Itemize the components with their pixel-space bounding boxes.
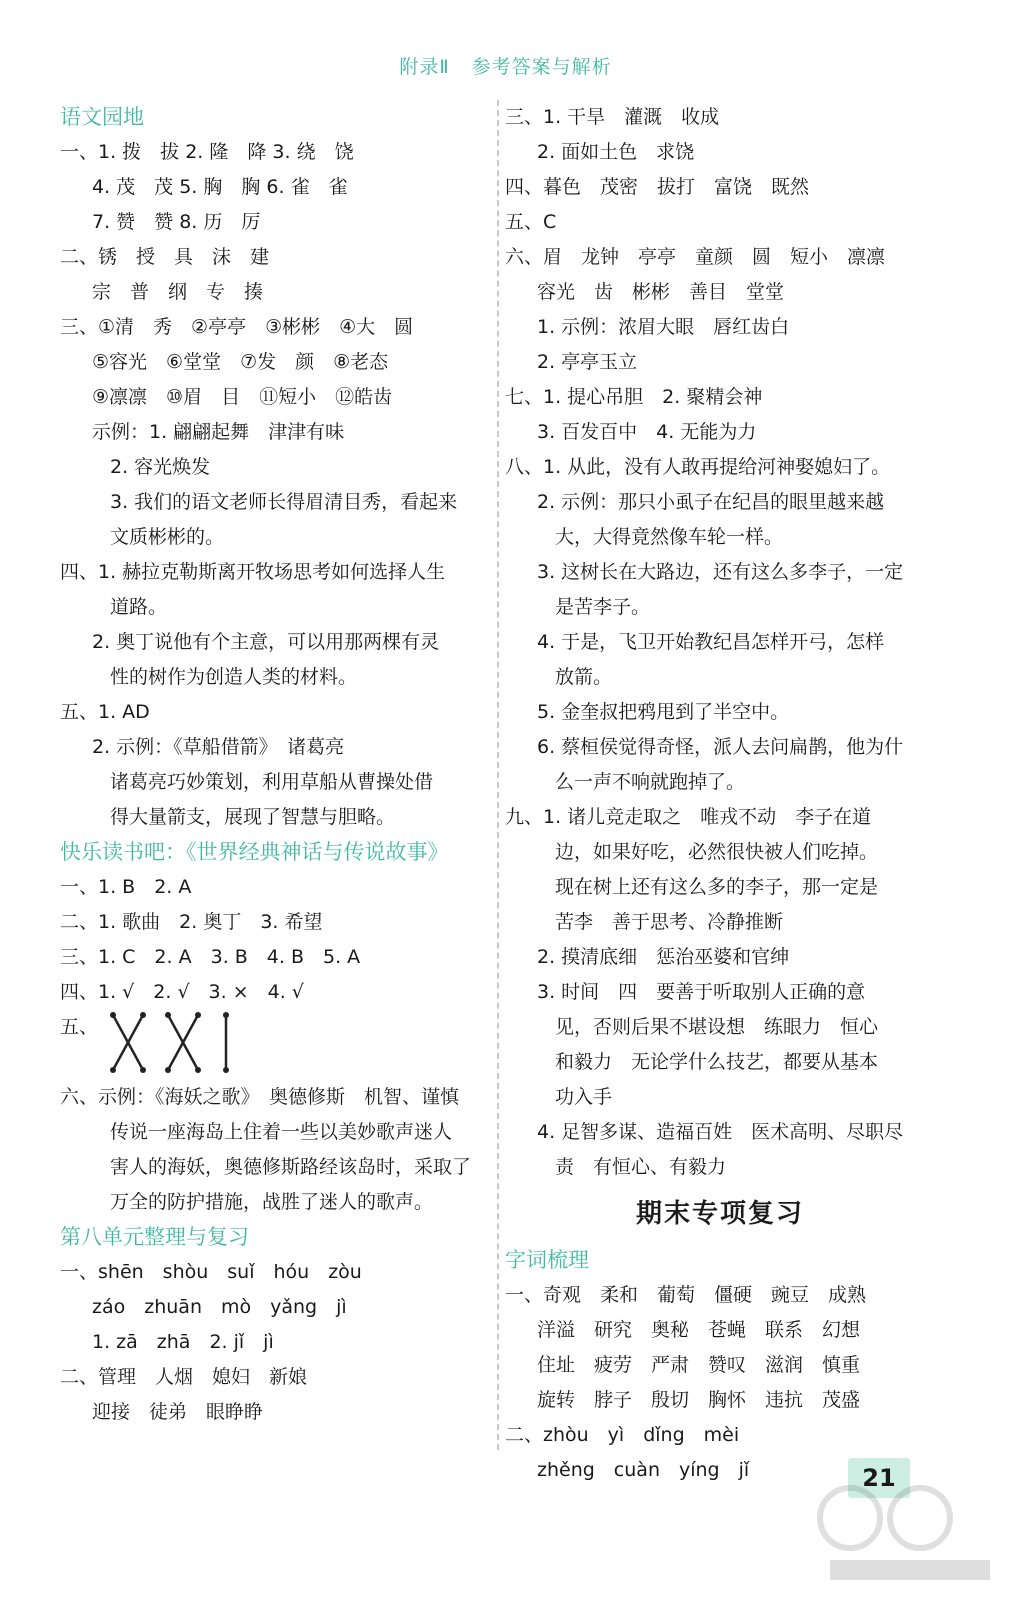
answer-line bbox=[505, 310, 935, 345]
line-text: 六、示例：《海妖之歌》 奥德修斯 机智、谨慎 bbox=[60, 1086, 460, 1108]
matching-dot bbox=[195, 1067, 201, 1073]
line-text: 放箭。 bbox=[555, 666, 613, 688]
line-text: záo zhuān mò yǎng jì bbox=[92, 1296, 347, 1318]
answer-line bbox=[505, 240, 935, 275]
answer-line bbox=[60, 205, 480, 240]
line-text: 二、锈 授 具 沫 建 bbox=[60, 246, 270, 268]
line-text: 3. 这树长在大路边，还有这么多李子，一定 bbox=[537, 561, 904, 583]
section-heading bbox=[60, 1220, 480, 1255]
answer-line bbox=[505, 135, 935, 170]
answer-line bbox=[505, 730, 935, 765]
line-text: 功入手 bbox=[555, 1086, 613, 1108]
line-text: ⑨凛凛 ⑩眉 目 ⑪短小 ⑫皓齿 bbox=[92, 386, 393, 408]
line-text: 是苦李子。 bbox=[555, 596, 651, 618]
line-text: zhěng cuàn yíng jǐ bbox=[537, 1459, 750, 1481]
answer-line bbox=[505, 100, 935, 135]
line-text: 迎接 徒弟 眼睁睁 bbox=[92, 1401, 264, 1423]
line-text: 2. 奥丁说他有个主意，可以用那两棵有灵 bbox=[92, 631, 440, 653]
line-text: 四、1. √ 2. √ 3. × 4. √ bbox=[60, 981, 304, 1003]
line-text: 传说一座海岛上住着一些以美妙歌声迷人 bbox=[110, 1121, 453, 1143]
line-text: 七、1. 提心吊胆 2. 聚精会神 bbox=[505, 386, 763, 408]
section-heading bbox=[60, 100, 480, 135]
answer-line bbox=[60, 345, 480, 380]
line-text: 边，如果好吃，必然很快被人们吃掉。 bbox=[555, 841, 879, 863]
answer-line bbox=[60, 1360, 480, 1395]
line-text: 得大量箭支，展现了智慧与胆略。 bbox=[110, 806, 396, 828]
right-column bbox=[505, 100, 935, 1488]
answer-line bbox=[60, 135, 480, 170]
line-text: 5. 金奎叔把鸦甩到了半空中。 bbox=[537, 701, 790, 723]
answer-line bbox=[60, 1325, 480, 1360]
line-text: 四、1. 赫拉克勒斯离开牧场思考如何选择人生 bbox=[60, 561, 446, 583]
answer-line bbox=[60, 415, 480, 450]
answer-line bbox=[505, 940, 935, 975]
line-text: 旋转 脖子 殷切 胸怀 违抗 茂盛 bbox=[537, 1389, 861, 1411]
line-text: 6. 蔡桓侯觉得奇怪，派人去问扁鹊，他为什 bbox=[537, 736, 904, 758]
line-text: 三、1. 干旱 灌溉 收成 bbox=[505, 106, 720, 128]
line-text: 住址 疲劳 严肃 赞叹 滋润 慎重 bbox=[537, 1354, 861, 1376]
line-text: 六、眉 龙钟 亭亭 童颜 圆 短小 凛凛 bbox=[505, 246, 886, 268]
answer-line bbox=[60, 1185, 480, 1220]
line-text: 么一声不响就跑掉了。 bbox=[555, 771, 746, 793]
matching-dot bbox=[140, 1012, 146, 1018]
line-text: 道路。 bbox=[110, 596, 168, 618]
line-text: 2. 容光焕发 bbox=[110, 456, 211, 478]
line-text: 3. 时间 四 要善于听取别人正确的意 bbox=[537, 981, 866, 1003]
answer-line bbox=[60, 170, 480, 205]
section-heading bbox=[505, 1243, 935, 1278]
line-text: 八、1. 从此，没有人敢再提给河神娶媳妇了。 bbox=[505, 456, 891, 478]
answer-line bbox=[505, 555, 935, 590]
answer-line bbox=[505, 905, 935, 940]
matching-lines-figure bbox=[108, 1010, 248, 1076]
line-text: 一、shēn shòu suǐ hóu zòu bbox=[60, 1261, 362, 1283]
answer-line bbox=[505, 1080, 935, 1115]
answer-line bbox=[505, 275, 935, 310]
answer-line bbox=[60, 940, 480, 975]
line-text: 3. 百发百中 4. 无能为力 bbox=[537, 421, 757, 443]
line-text: 现在树上还有这么多的李子，那一定是 bbox=[555, 876, 879, 898]
answer-line bbox=[505, 1418, 935, 1453]
answer-line bbox=[505, 415, 935, 450]
answer-line bbox=[60, 1010, 480, 1080]
line-text: 1. 示例：浓眉大眼 唇红齿白 bbox=[537, 316, 790, 338]
line-text: 三、1. C 2. A 3. B 4. B 5. A bbox=[60, 946, 361, 968]
line-text: 一、1. B 2. A bbox=[60, 876, 192, 898]
answer-line bbox=[60, 625, 480, 660]
answer-line bbox=[60, 730, 480, 765]
answer-line bbox=[505, 1313, 935, 1348]
line-text: 容光 齿 彬彬 善目 堂堂 bbox=[537, 281, 785, 303]
answer-line bbox=[505, 590, 935, 625]
answer-line bbox=[60, 240, 480, 275]
line-text: 一、1. 拨 拔 2. 隆 降 3. 绕 饶 bbox=[60, 141, 354, 163]
line-text: 字词梳理 bbox=[505, 1248, 589, 1272]
answer-line bbox=[60, 800, 480, 835]
line-text: 洋溢 研究 奥秘 苍蝇 联系 幻想 bbox=[537, 1319, 861, 1341]
answer-line bbox=[505, 485, 935, 520]
answer-line bbox=[505, 520, 935, 555]
answer-line bbox=[60, 975, 480, 1010]
line-text: 语文园地 bbox=[60, 105, 144, 129]
line-text: 五、 bbox=[60, 1016, 99, 1038]
matching-dot bbox=[110, 1067, 116, 1073]
line-text: 责 有恒心、有毅力 bbox=[555, 1156, 727, 1178]
line-text: 四、暮色 茂密 拔打 富饶 既然 bbox=[505, 176, 810, 198]
answer-line bbox=[60, 1395, 480, 1430]
answer-line bbox=[505, 1278, 935, 1313]
answer-line bbox=[60, 905, 480, 940]
line-text: 期末专项复习 bbox=[635, 1199, 804, 1229]
answer-line bbox=[60, 450, 480, 485]
answer-line bbox=[60, 1115, 480, 1150]
answer-line bbox=[505, 345, 935, 380]
line-text: 大，大得竟然像车轮一样。 bbox=[555, 526, 784, 548]
answer-line bbox=[505, 765, 935, 800]
page-header bbox=[0, 52, 1011, 79]
section-title bbox=[505, 1185, 935, 1243]
answer-line bbox=[505, 450, 935, 485]
answer-line bbox=[60, 1255, 480, 1290]
line-text: 和毅力 无论学什么技艺，都要从基本 bbox=[555, 1051, 879, 1073]
answer-line bbox=[505, 1150, 935, 1185]
matching-dot bbox=[223, 1012, 229, 1018]
answer-line bbox=[60, 520, 480, 555]
answer-line bbox=[505, 170, 935, 205]
answer-line bbox=[505, 205, 935, 240]
answer-line bbox=[60, 555, 480, 590]
watermark-logo-icon bbox=[810, 1478, 1000, 1588]
header-appendix: 附录Ⅱ bbox=[399, 56, 450, 78]
answer-line bbox=[505, 1010, 935, 1045]
matching-dot bbox=[165, 1012, 171, 1018]
answer-line bbox=[60, 1290, 480, 1325]
line-text: 九、1. 诸儿竞走取之 唯戎不动 李子在道 bbox=[505, 806, 872, 828]
answer-line bbox=[505, 1045, 935, 1080]
line-text: 诸葛亮巧妙策划，利用草船从曹操处借 bbox=[110, 771, 434, 793]
line-text: 1. zā zhā 2. jǐ jì bbox=[92, 1331, 274, 1353]
answer-line bbox=[505, 1115, 935, 1150]
answer-line bbox=[60, 660, 480, 695]
line-text: 4. 茂 茂 5. 胸 胸 6. 雀 雀 bbox=[92, 176, 348, 198]
answer-line bbox=[60, 765, 480, 800]
line-text: 宗 普 纲 专 揍 bbox=[92, 281, 264, 303]
answer-line bbox=[60, 310, 480, 345]
matching-dot bbox=[223, 1067, 229, 1073]
left-column bbox=[60, 100, 480, 1430]
answer-line bbox=[60, 485, 480, 520]
answer-line bbox=[505, 660, 935, 695]
line-text: 2. 示例：《草船借箭》 诸葛亮 bbox=[92, 736, 345, 758]
line-text: 快乐读书吧：《世界经典神话与传说故事》 bbox=[60, 840, 449, 864]
answer-line bbox=[505, 1348, 935, 1383]
answer-line bbox=[505, 380, 935, 415]
line-text: 二、1. 歌曲 2. 奥丁 3. 希望 bbox=[60, 911, 323, 933]
line-text: 二、管理 人烟 媳妇 新娘 bbox=[60, 1366, 308, 1388]
matching-dot bbox=[110, 1012, 116, 1018]
line-text: 2. 亭亭玉立 bbox=[537, 351, 638, 373]
matching-dot bbox=[165, 1067, 171, 1073]
line-text: 一、奇观 柔和 葡萄 僵硬 豌豆 成熟 bbox=[505, 1284, 867, 1306]
answer-line bbox=[505, 695, 935, 730]
line-text: 害人的海妖，奥德修斯路经该岛时，采取了 bbox=[110, 1156, 472, 1178]
line-text: 3. 我们的语文老师长得眉清目秀，看起来 bbox=[110, 491, 458, 513]
line-text: 2. 面如土色 求饶 bbox=[537, 141, 695, 163]
header-title: 参考答案与解析 bbox=[471, 56, 612, 78]
answer-line bbox=[505, 800, 935, 835]
matching-dot bbox=[140, 1067, 146, 1073]
line-text: 性的树作为创造人类的材料。 bbox=[110, 666, 358, 688]
answer-line bbox=[60, 695, 480, 730]
line-text: 二、zhòu yì dǐng mèi bbox=[505, 1424, 740, 1446]
answer-line bbox=[60, 590, 480, 625]
answer-line bbox=[60, 275, 480, 310]
answer-line bbox=[505, 625, 935, 660]
line-text: 三、①清 秀 ②亭亭 ③彬彬 ④大 圆 bbox=[60, 316, 414, 338]
answer-line bbox=[60, 1080, 480, 1115]
answer-line bbox=[505, 1383, 935, 1418]
line-text: 第八单元整理与复习 bbox=[60, 1225, 249, 1249]
answer-line bbox=[60, 1150, 480, 1185]
answer-line bbox=[505, 975, 935, 1010]
line-text: 五、C bbox=[505, 211, 557, 233]
column-divider bbox=[497, 100, 499, 1450]
page-number: 21 bbox=[848, 1458, 910, 1498]
line-text: 文质彬彬的。 bbox=[110, 526, 225, 548]
line-text: 7. 赞 赞 8. 历 厉 bbox=[92, 211, 261, 233]
answer-line bbox=[505, 835, 935, 870]
line-text: 五、1. AD bbox=[60, 701, 150, 723]
answer-line bbox=[60, 870, 480, 905]
line-text: 苦李 善于思考、冷静推断 bbox=[555, 911, 784, 933]
line-text: ⑤容光 ⑥堂堂 ⑦发 颜 ⑧老态 bbox=[92, 351, 389, 373]
answer-line bbox=[505, 870, 935, 905]
line-text: 4. 足智多谋、造福百姓 医术高明、尽职尽 bbox=[537, 1121, 904, 1143]
section-heading bbox=[60, 835, 480, 870]
line-text: 4. 于是，飞卫开始教纪昌怎样开弓，怎样 bbox=[537, 631, 885, 653]
line-text: 万全的防护措施，战胜了迷人的歌声。 bbox=[110, 1191, 434, 1213]
line-text: 2. 摸清底细 惩治巫婆和官绅 bbox=[537, 946, 790, 968]
matching-dot bbox=[195, 1012, 201, 1018]
line-text: 示例：1. 翩翩起舞 津津有味 bbox=[92, 421, 345, 443]
line-text: 2. 示例：那只小虱子在纪昌的眼里越来越 bbox=[537, 491, 885, 513]
answer-line bbox=[60, 380, 480, 415]
line-text: 见，否则后果不堪设想 练眼力 恒心 bbox=[555, 1016, 879, 1038]
